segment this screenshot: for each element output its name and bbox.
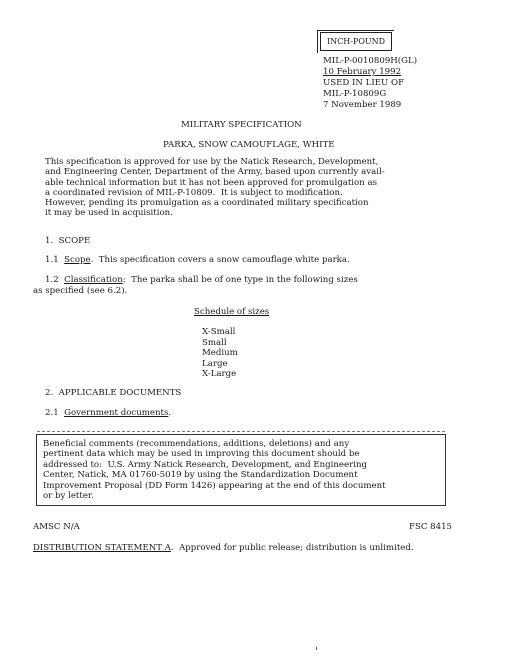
notice-line: addressed to: U.S. Army Natick Research, Development, and Engineering — [43, 459, 367, 470]
distribution-text: . Approved for public release; distribution is unlimited. — [170, 543, 414, 553]
spec-number: MIL-P-0010809H(GL) — [323, 56, 418, 66]
size-item: X-Large — [202, 369, 237, 379]
section-1-2 — [45, 275, 358, 285]
document-title: MILITARY SPECIFICATION — [181, 120, 302, 130]
notice-line: Center, Natick, MA 01760-5019 by using the Standardization Document — [43, 470, 358, 481]
section-text: . This specification covers a snow camouflage white parka. — [90, 255, 350, 265]
section-1-1 — [45, 255, 350, 265]
intro-line: and Engineering Center, Department of the Army, based upon currently avail- — [45, 167, 385, 178]
spec-date: 10 February 1992 — [323, 67, 402, 77]
section-1-2-continuation: as specified (see 6.2). — [33, 286, 128, 296]
section-label: Classification — [64, 275, 123, 285]
size-item: X-Small — [202, 327, 236, 337]
size-item: Small — [202, 338, 227, 348]
section-2-1 — [45, 408, 171, 418]
intro-line: able technical information but it has not been approved for promulgation as — [45, 177, 378, 188]
distribution-label: DISTRIBUTION STATEMENT A — [33, 543, 171, 553]
comments-notice-box — [36, 434, 446, 506]
notice-line: pertinent data which may be used in improving this document should be — [43, 449, 360, 460]
notice-line: Improvement Proposal (DD Form 1426) appearing at the end of this document — [43, 480, 386, 491]
inch-pound-label: INCH-POUND — [320, 32, 392, 51]
notice-line: Beneficial comments (recommendations, additions, deletions) and any — [43, 439, 350, 449]
section-number: 1.1 — [45, 255, 59, 265]
sizes-heading: Schedule of sizes — [194, 307, 270, 317]
section-text: : The parka shall be of one type in the following sizes — [122, 275, 358, 285]
section-tail: . — [168, 408, 172, 418]
fsc-code: FSC 8415 — [409, 522, 453, 532]
section-number: 2.1 — [45, 408, 59, 418]
distribution-statement — [33, 543, 414, 553]
intro-line: it may be used in acquisition. — [45, 208, 173, 219]
intro-line: However, pending its promulgation as a coordinated military specification — [45, 198, 369, 209]
size-item: Medium — [202, 348, 238, 358]
scan-mark — [316, 647, 317, 650]
size-item: Large — [202, 359, 228, 369]
section-label: Government documents — [64, 408, 169, 418]
section-1-heading: 1. SCOPE — [45, 236, 91, 246]
used-in-lieu-of: USED IN LIEU OF — [323, 78, 405, 88]
section-label: Scope — [64, 255, 91, 265]
amsc-code: AMSC N/A — [33, 522, 80, 532]
superseded-date: 7 November 1989 — [323, 100, 402, 110]
intro-line: a coordinated revision of MIL-P-10809. It is subject to modification. — [45, 187, 343, 198]
intro-line: This specification is approved for use by the Natick Research, Development, — [45, 157, 379, 167]
section-number: 1.2 — [45, 275, 59, 285]
intro-paragraph — [45, 157, 445, 219]
document-subtitle: PARKA, SNOW CAMOUFLAGE, WHITE — [163, 140, 335, 150]
superseded-spec: MIL-P-10809G — [323, 89, 387, 99]
section-2-heading: 2. APPLICABLE DOCUMENTS — [45, 388, 182, 398]
notice-line: or by letter. — [43, 491, 94, 502]
